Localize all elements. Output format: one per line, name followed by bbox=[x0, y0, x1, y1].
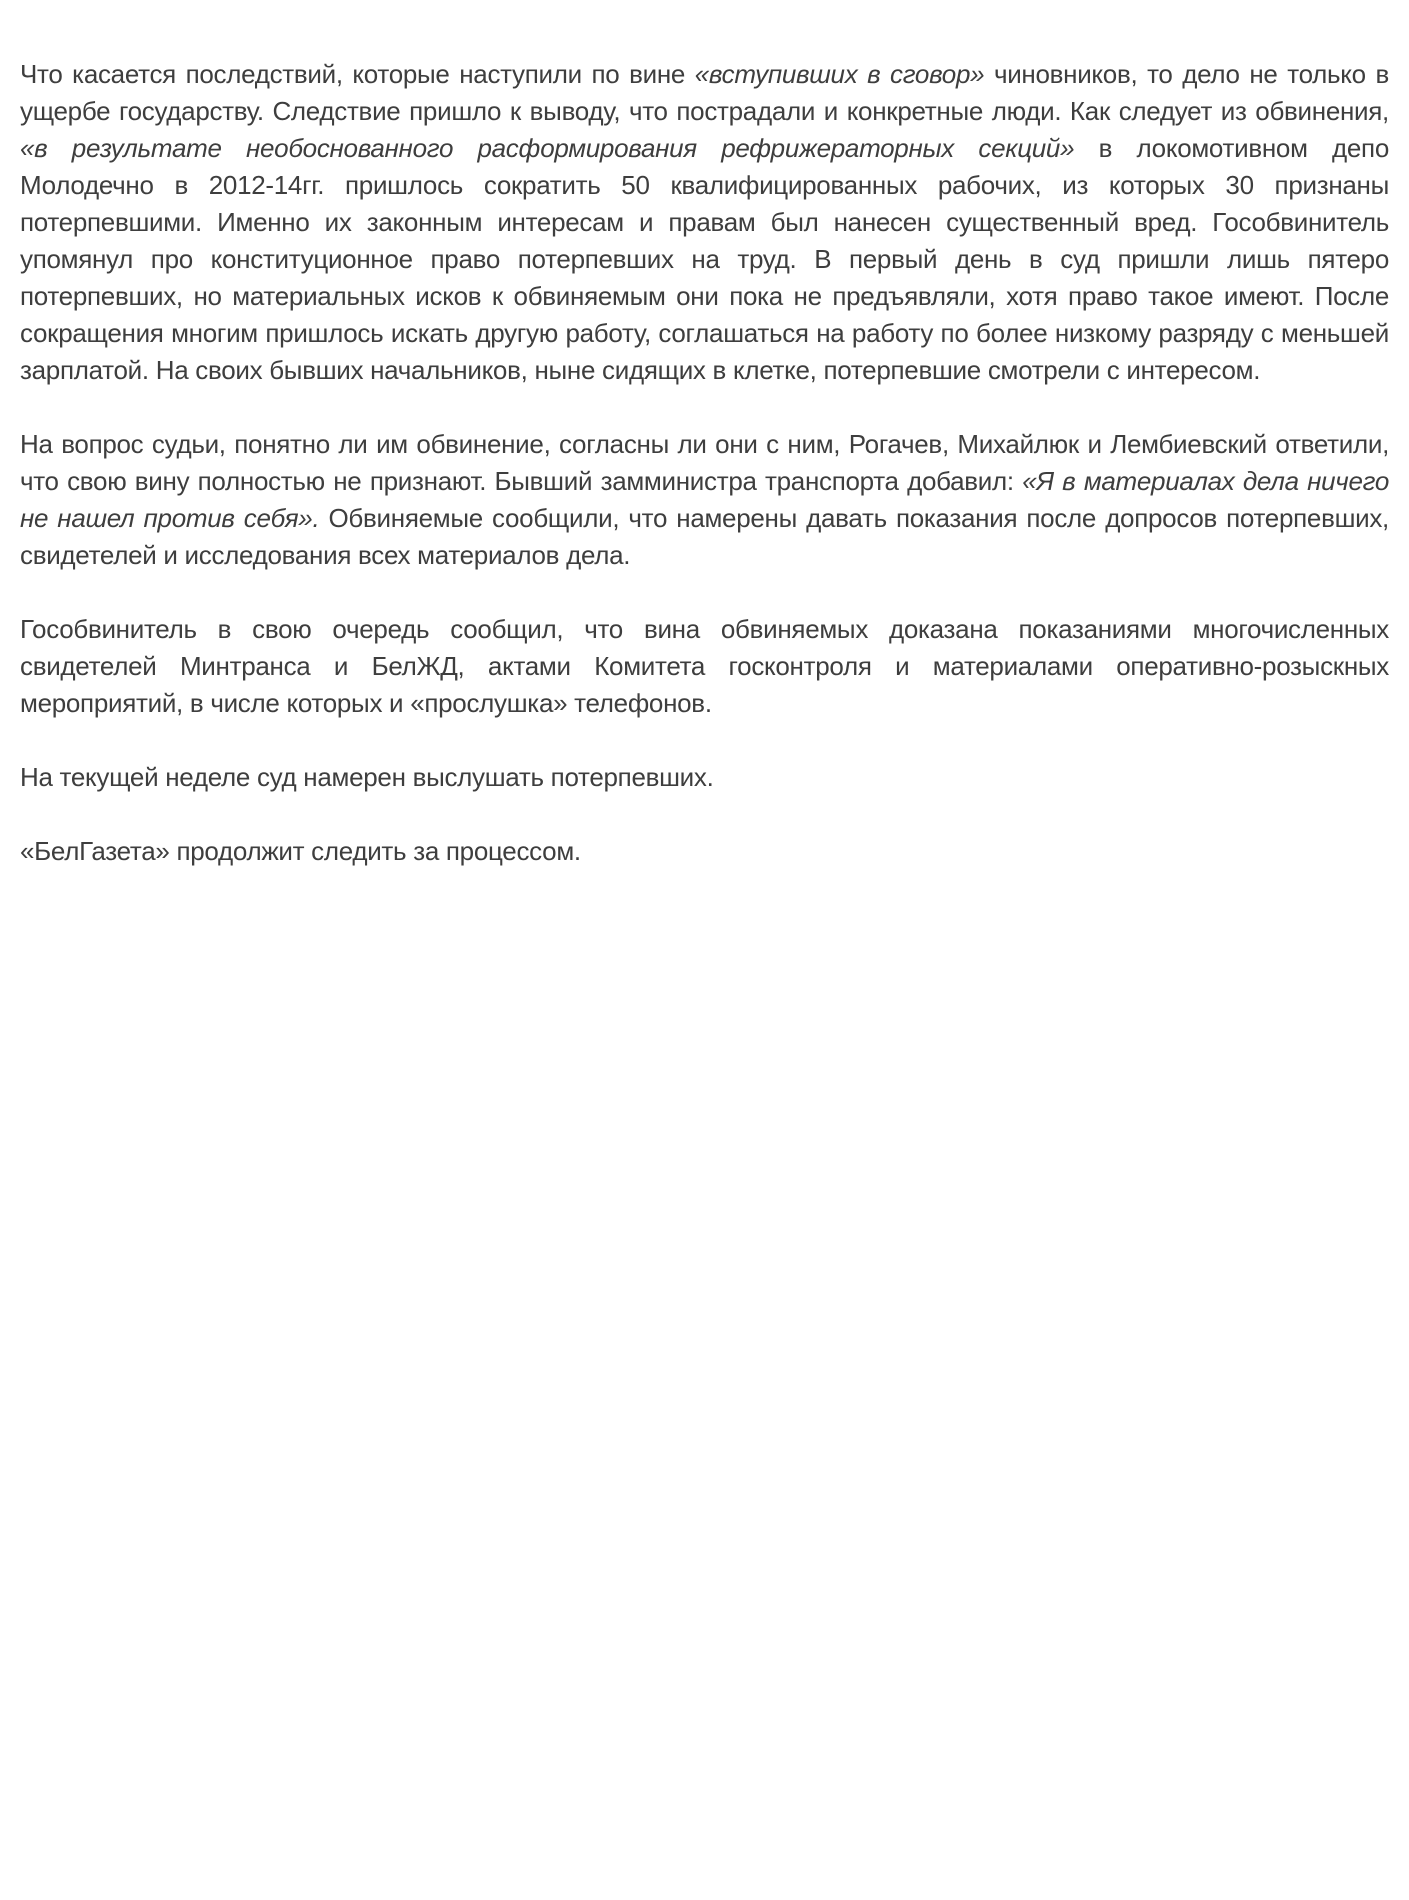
article-paragraph bbox=[20, 56, 1389, 389]
paragraph-text: Обвиняемые сообщили, что намерены давать показания после допросов потерпевших, свидетелей и исследования всех материалов дела. bbox=[20, 503, 1389, 570]
paragraph-text: Что касается последствий, которые наступили по вине bbox=[20, 59, 695, 89]
paragraph-text: «БелГазета» продолжит следить за процессом. bbox=[20, 836, 581, 866]
article-paragraph bbox=[20, 759, 1389, 796]
article-paragraph bbox=[20, 833, 1389, 870]
article-paragraph bbox=[20, 426, 1389, 574]
paragraph-text: чиновников, то дело не только в ущербе государству. Следствие пришло к выводу, что пострадали и конкретные люди. Как следует из обвинения, bbox=[20, 59, 1389, 126]
article-paragraph bbox=[20, 611, 1389, 722]
quoted-italic-text: «Я в материалах дела ничего не нашел против себя». bbox=[20, 466, 1389, 533]
quoted-italic-text: «в результате необоснованного расформирования рефрижераторных секций» bbox=[20, 133, 1075, 163]
paragraph-text: Гособвинитель в свою очередь сообщил, что вина обвиняемых доказана показаниями многочисленных свидетелей Минтранса и БелЖД, актами Комитета госконтроля и материалами оперативно-розыскных мероприятий, в числе которых и «прослушка» телефонов. bbox=[20, 614, 1389, 718]
paragraph-text: На текущей неделе суд намерен выслушать потерпевших. bbox=[20, 762, 714, 792]
paragraph-text: На вопрос судьи, понятно ли им обвинение, согласны ли они с ним, Рогачев, Михайлюк и Лембиевский ответили, что свою вину полностью не признают. Бывший замминистра транспорта добавил: bbox=[20, 429, 1389, 496]
paragraph-text: в локомотивном депо Молодечно в 2012-14гг. пришлось сократить 50 квалифицированных рабочих, из которых 30 признаны потерпевшими. Именно их законным интересам и правам был нанесен существенный вред. Гособвинитель упомянул про конституционное право потерпевших на труд. В первый день в суд пришли лишь пятеро потерпевших, но материальных исков к обвиняемым они пока не предъявляли, хотя право такое имеют. После сокращения многим пришлось искать другую работу, соглашаться на работу по более низкому разряду с меньшей зарплатой. На своих бывших начальников, ныне сидящих в клетке, потерпевшие смотрели с интересом. bbox=[20, 133, 1389, 385]
quoted-italic-text: «вступивших в сговор» bbox=[694, 59, 985, 89]
article-body bbox=[20, 56, 1389, 870]
